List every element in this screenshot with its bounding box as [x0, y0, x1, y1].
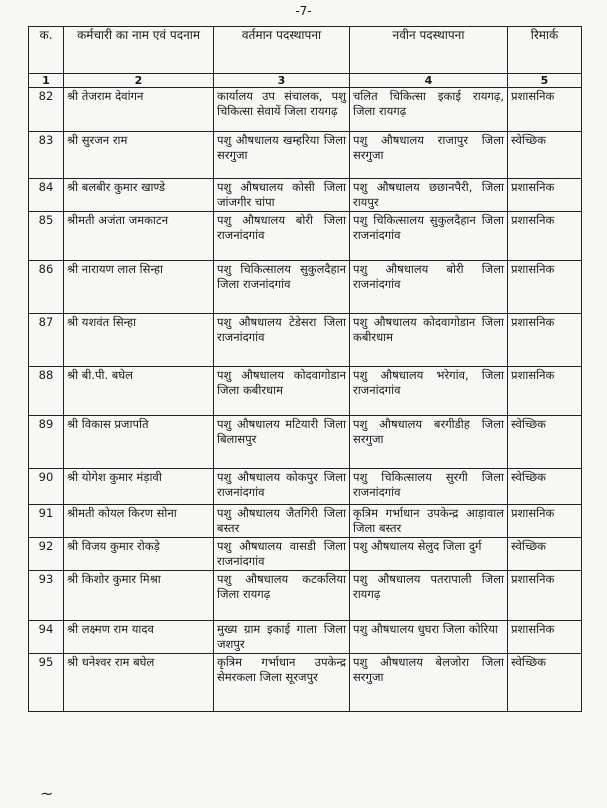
row-employee-name: श्री तेजराम देवांगन [64, 88, 214, 132]
table-row [29, 416, 582, 469]
column-number: 1 [29, 74, 64, 88]
row-new-posting: चलित चिकित्सा इकाई रायगढ़, जिला रायगढ़ [350, 88, 508, 132]
row-employee-name: श्री बी.पी. बघेल [64, 367, 214, 416]
row-sno: 93 [29, 571, 64, 621]
row-remark: प्रशासनिक [508, 88, 582, 132]
row-remark: प्रशासनिक [508, 179, 582, 212]
table-row [29, 505, 582, 538]
header-remark: रिमार्क [508, 27, 582, 74]
row-employee-name: श्रीमती कोयल किरण सोना [64, 505, 214, 538]
table-row [29, 179, 582, 212]
row-current-posting: पशु औषधालय कोकपुर जिला राजनांदगांव [214, 469, 350, 505]
row-current-posting: पशु औषधालय कोसी जिला जांजगीर चांपा [214, 179, 350, 212]
row-new-posting: पशु औषधालय धुघरा जिला कोरिया [350, 621, 508, 654]
row-new-posting: पशु औषधालय पतरापाली जिला रायगढ़ [350, 571, 508, 621]
header-name: कर्मचारी का नाम एवं पदनाम [64, 27, 214, 74]
row-new-posting: पशु औषधालय भरेगांव, जिला राजनांदगांव [350, 367, 508, 416]
row-current-posting: कार्यालय उप संचालक, पशु चिकित्सा सेवायें जिला रायगढ़ [214, 88, 350, 132]
row-new-posting: पशु चिकित्सालय सुकुलदैहान जिला राजनांदगांव [350, 212, 508, 261]
row-new-posting: पशु औषधालय राजापुर जिला सरगुजा [350, 132, 508, 179]
table-row [29, 88, 582, 132]
transfer-table [28, 26, 582, 712]
header-new-posting: नवीन पदस्थापना [350, 27, 508, 74]
row-employee-name: श्री बलबीर कुमार खाण्डे [64, 179, 214, 212]
row-remark: स्वेच्छिक [508, 654, 582, 712]
row-sno: 91 [29, 505, 64, 538]
row-employee-name: श्री विजय कुमार रोकड़े [64, 538, 214, 571]
column-number: 5 [508, 74, 582, 88]
row-current-posting: पशु औषधालय खम्हरिया जिला सरगुजा [214, 132, 350, 179]
row-new-posting: पशु औषधालय बरगीडीह जिला सरगुजा [350, 416, 508, 469]
row-remark: प्रशासनिक [508, 314, 582, 367]
row-sno: 84 [29, 179, 64, 212]
row-current-posting: पशु औषधालय बोरी जिला राजनांदगांव [214, 212, 350, 261]
header-row [29, 27, 582, 74]
row-sno: 94 [29, 621, 64, 654]
table-row [29, 367, 582, 416]
table-row [29, 621, 582, 654]
row-sno: 85 [29, 212, 64, 261]
table-row [29, 469, 582, 505]
row-current-posting: पशु औषधालय कटकलिया जिला रायगढ़ [214, 571, 350, 621]
row-employee-name: श्री लक्ष्मण राम यादव [64, 621, 214, 654]
row-new-posting: पशु औषधालय सेलुद जिला दुर्ग [350, 538, 508, 571]
table-row [29, 538, 582, 571]
row-employee-name: श्री विकास प्रजापति [64, 416, 214, 469]
column-number-row [29, 74, 582, 88]
row-new-posting: पशु औषधालय कोदवागोडान जिला कबीरधाम [350, 314, 508, 367]
row-sno: 90 [29, 469, 64, 505]
row-remark: स्वेच्छिक [508, 538, 582, 571]
row-remark: प्रशासनिक [508, 367, 582, 416]
row-current-posting: पशु औषधालय टेडेसरा जिला राजनांदगांव [214, 314, 350, 367]
row-sno: 86 [29, 261, 64, 314]
table-row [29, 314, 582, 367]
row-new-posting: कृत्रिम गर्भाधान उपकेन्द्र आड़ावाल जिला बस्तर [350, 505, 508, 538]
row-remark: प्रशासनिक [508, 571, 582, 621]
column-number: 4 [350, 74, 508, 88]
row-sno: 95 [29, 654, 64, 712]
row-sno: 82 [29, 88, 64, 132]
row-employee-name: श्री नारायण लाल सिन्हा [64, 261, 214, 314]
row-remark: प्रशासनिक [508, 261, 582, 314]
row-current-posting: पशु औषधालय मटियारी जिला बिलासपुर [214, 416, 350, 469]
row-new-posting: पशु औषधालय छछानपैरी, जिला रायपुर [350, 179, 508, 212]
table-row [29, 571, 582, 621]
row-sno: 89 [29, 416, 64, 469]
row-remark: प्रशासनिक [508, 621, 582, 654]
row-new-posting: पशु औषधालय बोरी जिला राजनांदगांव [350, 261, 508, 314]
row-employee-name: श्री सुरजन राम [64, 132, 214, 179]
row-remark: स्वेच्छिक [508, 132, 582, 179]
page-number: -7- [295, 4, 312, 18]
row-current-posting: पशु चिकित्सालय सुकुलदैहान जिला राजनांदगांव [214, 261, 350, 314]
row-remark: प्रशासनिक [508, 505, 582, 538]
table-row [29, 132, 582, 179]
signature-mark: ~ [40, 784, 54, 803]
row-sno: 87 [29, 314, 64, 367]
row-remark: स्वेच्छिक [508, 416, 582, 469]
header-sno: क. [29, 27, 64, 74]
row-sno: 88 [29, 367, 64, 416]
row-remark: स्वेच्छिक [508, 469, 582, 505]
row-new-posting: पशु चिकित्सालय सुरगी जिला राजनांदगांव [350, 469, 508, 505]
table-row [29, 261, 582, 314]
row-new-posting: पशु औषधालय बेलजोरा जिला सरगुजा [350, 654, 508, 712]
row-sno: 92 [29, 538, 64, 571]
row-employee-name: श्री किशोर कुमार मिश्रा [64, 571, 214, 621]
row-current-posting: कृत्रिम गर्भाधान उपकेन्द्र सेमरकला जिला सूरजपुर [214, 654, 350, 712]
row-employee-name: श्रीमती अजंता जमकाटन [64, 212, 214, 261]
row-remark: प्रशासनिक [508, 212, 582, 261]
table-row [29, 654, 582, 712]
row-employee-name: श्री योगेश कुमार मंड़ावी [64, 469, 214, 505]
row-employee-name: श्री यशवंत सिन्हा [64, 314, 214, 367]
row-current-posting: पशु औषधालय जैतगिरी जिला बस्तर [214, 505, 350, 538]
column-number: 2 [64, 74, 214, 88]
row-sno: 83 [29, 132, 64, 179]
row-current-posting: मुख्य ग्राम इकाई गाला जिला जशपुर [214, 621, 350, 654]
header-current-posting: वर्तमान पदस्थापना [214, 27, 350, 74]
row-current-posting: पशु औषधालय कोदवागोडान जिला कबीरधाम [214, 367, 350, 416]
row-current-posting: पशु औषधालय वासडी जिला राजनांदगांव [214, 538, 350, 571]
table-row [29, 212, 582, 261]
column-number: 3 [214, 74, 350, 88]
row-employee-name: श्री धनेश्वर राम बघेल [64, 654, 214, 712]
